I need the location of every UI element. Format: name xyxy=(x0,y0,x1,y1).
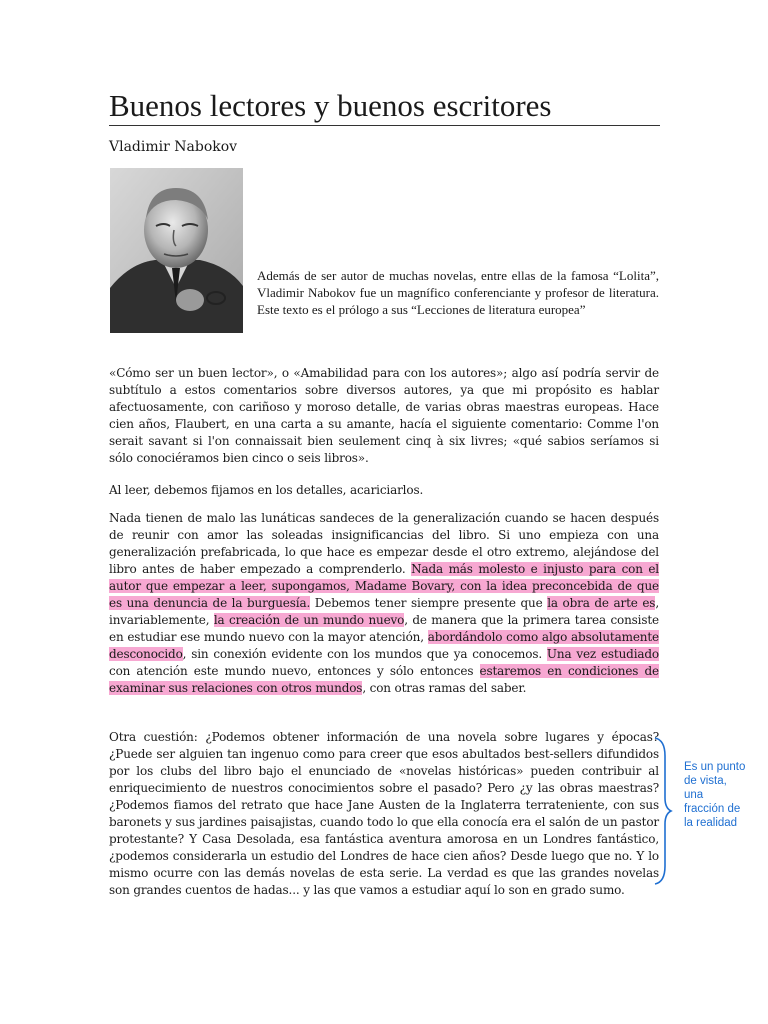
curly-brace-icon xyxy=(651,736,673,886)
margin-note-line: Es un punto xyxy=(684,761,746,773)
text-segment: Nada tienen de malo las lunáticas sandeces de la generalización cuando se hacen después de reunir con amor las soleadas insignificancias del libro. Si uno empieza con una generalización prefabricada, lo que hace es empezar desde el otro extremo, alejándose del libro antes de haber empezado a comprenderlo. xyxy=(109,511,659,576)
text-segment: , sin conexión evidente con los mundos que ya conocemos. xyxy=(182,647,547,661)
text-segment: con atención este mundo nuevo, entonces y sólo entonces xyxy=(109,664,480,678)
title-rule xyxy=(109,125,660,126)
margin-note-line: de vista, xyxy=(684,775,727,787)
highlighted-text: Una vez estudiado xyxy=(546,647,659,661)
text-segment: , con otras ramas del saber. xyxy=(362,681,527,695)
author-name: Vladimir Nabokov xyxy=(109,139,238,155)
paragraph-3 xyxy=(109,510,659,697)
document-title: Buenos lectores y buenos escritores xyxy=(109,88,552,123)
text-segment: Debemos tener siempre presente que xyxy=(310,596,548,610)
highlighted-text: abordándolo como algo absolutamente desconocido xyxy=(109,630,659,661)
margin-note-line: la realidad xyxy=(684,817,738,829)
paragraph-2: Al leer, debemos fijamos en los detalles, acariciarlos. xyxy=(109,483,424,497)
highlighted-text: la obra de arte es xyxy=(547,596,656,610)
intro-caption: Además de ser autor de muchas novelas, entre ellas de la famosa “Lolita”, Vladimir Nabokov fue un magnífico conferenciante y profesor de literatura. Este texto es el prólogo a sus “Lecciones de literatura europea” xyxy=(257,268,659,317)
highlighted-text: la creación de un mundo nuevo xyxy=(213,613,405,627)
text-segment: , de manera que la primera tarea consiste en estudiar ese mundo nuevo con la mayor atención, xyxy=(109,613,660,644)
margin-note-line: una xyxy=(684,789,704,801)
highlighted-text: Nada más molesto e injusto para con el autor que empezar a leer, supongamos, Madame Bovary, con la idea preconcebida de que es una denuncia de la burguesía. xyxy=(109,562,659,610)
margin-note xyxy=(684,760,764,830)
margin-note-line: fracción de xyxy=(684,803,741,815)
highlighted-text: estaremos en condiciones de examinar sus relaciones con otros mundos xyxy=(109,664,659,695)
paragraph-1: «Cómo ser un buen lector», o «Amabilidad para con los autores»; algo así podría servir de subtítulo a estos comentarios sobre diversos autores, ya que mi propósito es hablar afectuosamente, con cariñoso y moroso detalle, de varias obras maestras europeas. Hace cien años, Flaubert, en una carta a su amante, hacía el siguiente comentario: Comme l'on serait savant si l'on connaissait bien seulement cinq à six livres; «qué sabios seríamos si sólo conociéramos bien cinco o seis libros». xyxy=(109,366,659,465)
text-segment: , invariablemente, xyxy=(109,596,659,627)
author-portrait xyxy=(110,168,243,333)
paragraph-4: Otra cuestión: ¿Podemos obtener información de una novela sobre lugares y épocas? ¿Puede ser alguien tan ingenuo como para creer que esos abultados best-sellers difundidos por los clubs del libro bajo el enunciado de «novelas históricas» pueden contribuir al enriquecimiento de nuestros conocimientos sobre el pasado? Pero ¿y las obras maestras? ¿Podemos fiamos del retrato que hace Jane Austen de la Inglaterra terrateniente, con sus baronets y sus jardines paisajistas, cuando todo lo que ella conocía era el salón de un pastor protestante? Y Casa Desolada, esa fantástica aventura amorosa en un Londres fantástico, ¿podemos considerarla un estudio del Londres de hace cien años? Desde luego que no. Y lo mismo ocurre con las demás novelas de esta serie. La verdad es que las grandes novelas son grandes cuentos de hadas... y las que vamos a estudiar aquí lo son en grado sumo. xyxy=(109,730,659,897)
